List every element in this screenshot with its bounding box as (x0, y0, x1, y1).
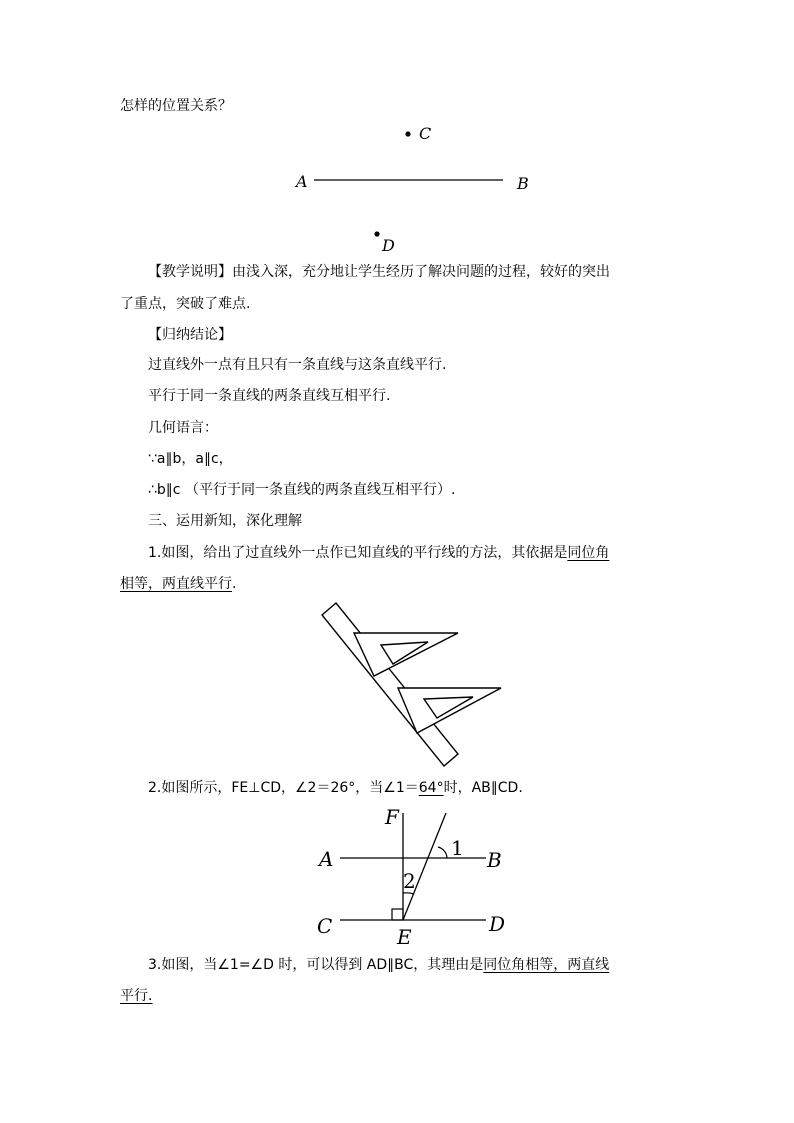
right-angle-mark (392, 909, 403, 920)
therefore-statement: ∴b∥c （平行于同一条直线的两条直线互相平行）. (148, 482, 456, 498)
label-angle-1: 1 (451, 836, 464, 860)
geometry-language-label: 几何语言： (148, 420, 218, 436)
teaching-note-line1: 【教学说明】由浅入深，充分地让学生经历了解决问题的过程，较好的突出 (148, 264, 610, 280)
label-b: B (487, 848, 502, 872)
label-b: B (517, 174, 529, 193)
q1-period: . (232, 576, 237, 592)
oblique-line (403, 813, 446, 920)
q3-line2 (120, 986, 152, 1006)
conclusion-heading: 【归纳结论】 (148, 327, 232, 343)
label-a: A (319, 847, 334, 871)
label-d: D (489, 912, 506, 936)
label-c: C (419, 124, 432, 143)
q1-answer-part1: 同位角 (567, 545, 610, 561)
label-f: F (385, 805, 399, 829)
q1-text: 1.如图，给出了过直线外一点作已知直线的平行线的方法，其依据是 (148, 545, 568, 561)
label-a: A (296, 172, 308, 191)
q2-text-after: 时，AB∥CD. (443, 780, 523, 796)
q1-answer-part2: 相等，两直线平行 (120, 576, 232, 592)
conclusion-2: 平行于同一条直线的两条直线互相平行. (148, 388, 391, 404)
teaching-note-line2: 了重点，突破了难点. (120, 296, 251, 312)
since-statement: ∵a∥b，a∥c， (148, 451, 233, 467)
q2-text: 2.如图所示，FE⊥CD，∠2＝26°，当∠1＝ (148, 780, 419, 796)
label-angle-2: 2 (403, 869, 416, 893)
intro-text: 怎样的位置关系？ (120, 98, 232, 114)
label-c: C (317, 914, 333, 938)
label-d: D (382, 236, 395, 255)
q3-answer-part1: 同位角相等，两直线 (483, 957, 610, 973)
q3-answer-part2: 平行. (120, 988, 153, 1004)
angle-1-arc (438, 847, 447, 858)
q3-text: 3.如图，当∠1=∠D 时，可以得到 AD∥BC，其理由是 (148, 957, 484, 973)
section-three-heading: 三、运用新知，深化理解 (148, 513, 302, 529)
conclusion-1: 过直线外一点有且只有一条直线与这条直线平行. (148, 357, 447, 373)
q3-line1 (148, 955, 609, 975)
label-e: E (397, 925, 412, 949)
q2-answer: 64° (418, 780, 444, 796)
